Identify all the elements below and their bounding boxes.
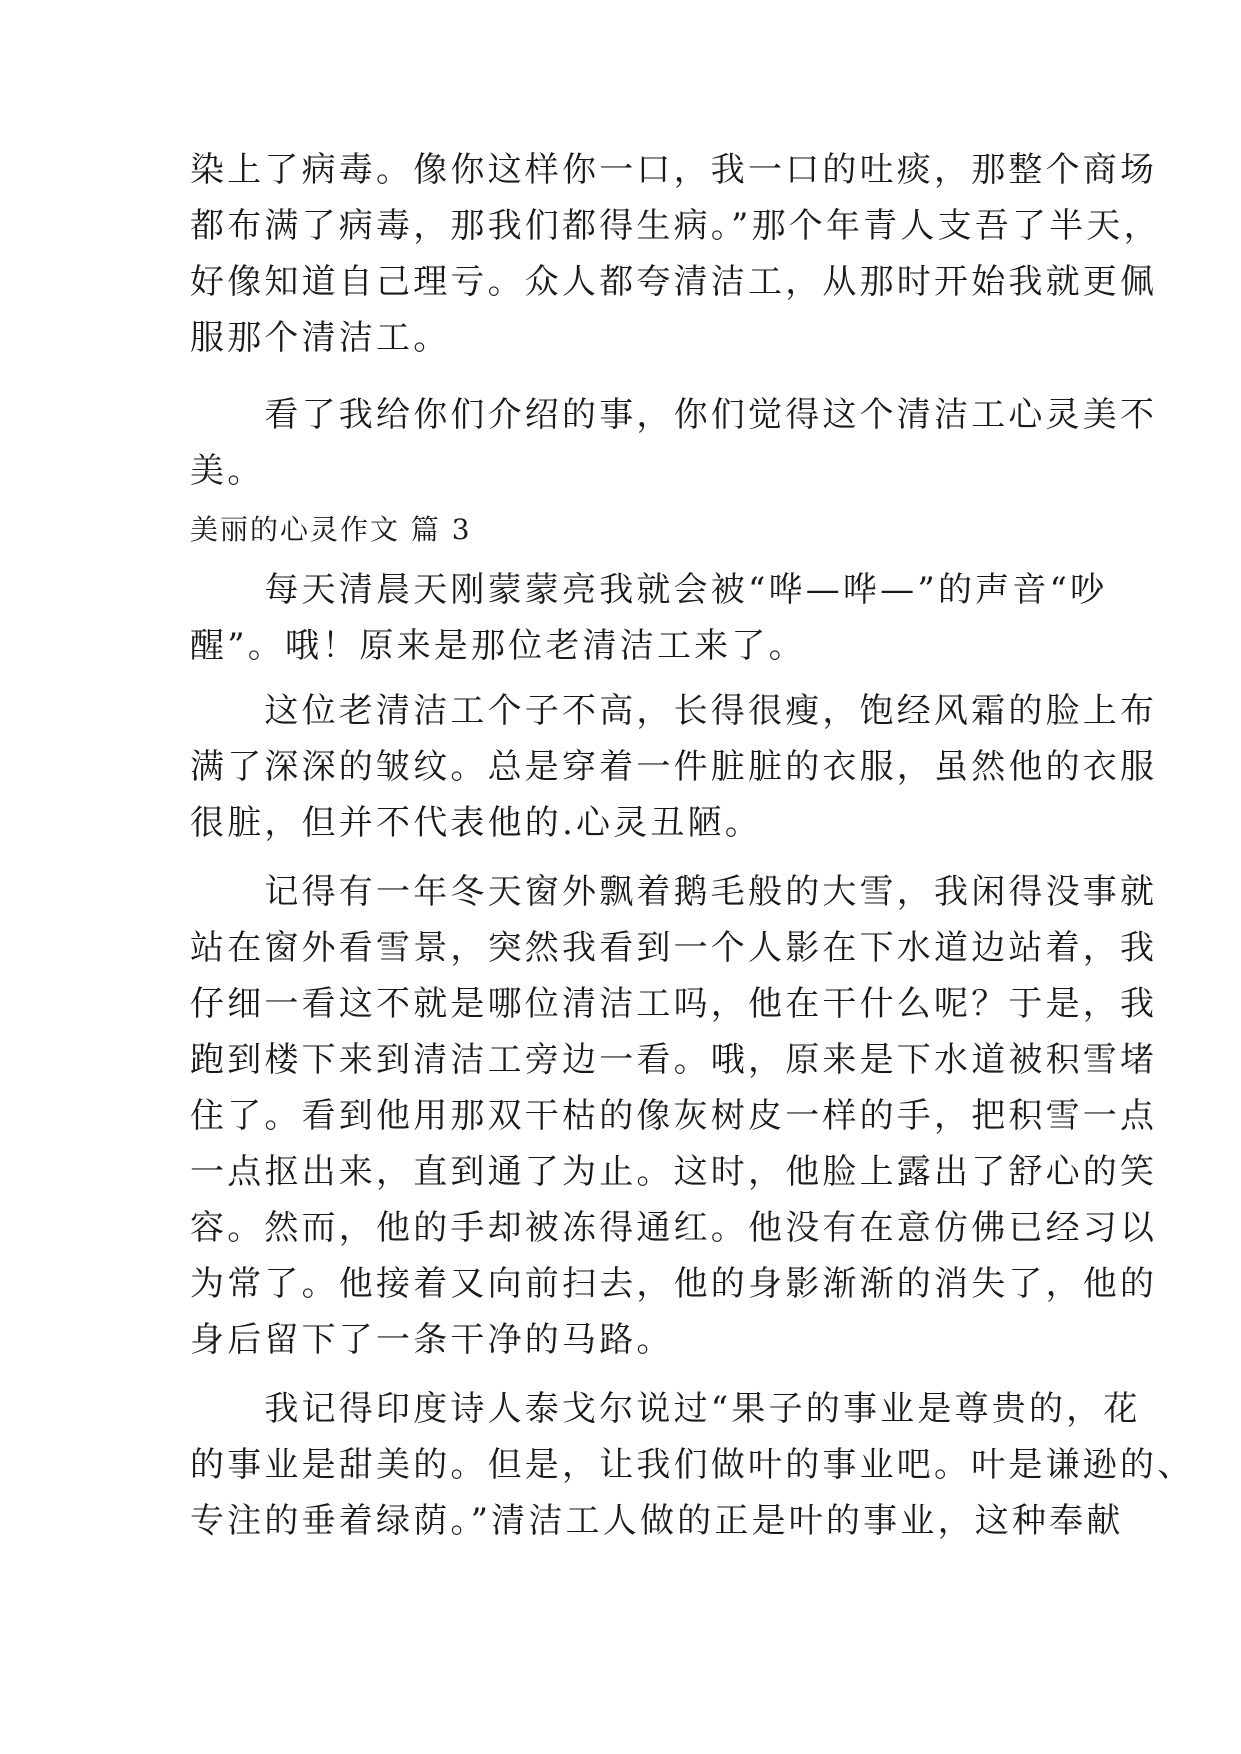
- text-line: 美。: [190, 451, 265, 491]
- section-heading: 美丽的心灵作文 篇 3: [190, 513, 472, 546]
- text-line: 身后留下了一条干净的马路。: [190, 1320, 674, 1360]
- text-line: 我记得印度诗人泰戈尔说过“果子的事业是尊贵的，花: [190, 1389, 1141, 1429]
- text-line: 服那个清洁工。: [190, 318, 451, 358]
- text-line: 都布满了病毒，那我们都得生病。”那个年青人支吾了半天，: [190, 206, 1161, 246]
- text-line: 很脏，但并不代表他的.心灵丑陋。: [190, 803, 763, 843]
- text-line: 染上了病毒。像你这样你一口，我一口的吐痰，那整个商场: [190, 150, 1158, 190]
- text-line: 专注的垂着绿荫。”清洁工人做的正是叶的事业，这种奉献: [190, 1501, 1124, 1541]
- text-line: 满了深深的皱纹。总是穿着一件脏脏的衣服，虽然他的衣服: [190, 747, 1158, 787]
- text-line: 好像知道自己理亏。众人都夸清洁工，从那时开始我就更佩: [190, 262, 1158, 302]
- text-line: 醒”。哦！原来是那位老清洁工来了。: [190, 626, 806, 666]
- text-line: 记得有一年冬天窗外飘着鹅毛般的大雪，我闲得没事就: [190, 872, 1158, 912]
- text-line: 容。然而，他的手却被冻得通红。他没有在意仿佛已经习以: [190, 1208, 1158, 1248]
- text-line: 每天清晨天刚蒙蒙亮我就会被“哗—哗—”的声音“吵: [190, 570, 1108, 610]
- text-line: 看了我给你们介绍的事，你们觉得这个清洁工心灵美不: [190, 395, 1158, 435]
- text-line: 站在窗外看雪景，突然我看到一个人影在下水道边站着，我: [190, 928, 1158, 968]
- text-line: 为常了。他接着又向前扫去，他的身影渐渐的消失了，他的: [190, 1264, 1158, 1304]
- text-line: 的事业是甜美的。但是，让我们做叶的事业吧。叶是谦逊的、: [190, 1445, 1195, 1485]
- text-line: 这位老清洁工个子不高，长得很瘦，饱经风霜的脸上布: [190, 691, 1158, 731]
- text-line: 跑到楼下来到清洁工旁边一看。哦，原来是下水道被积雪堵: [190, 1040, 1158, 1080]
- text-line: 一点抠出来，直到通了为止。这时，他脸上露出了舒心的笑: [190, 1152, 1158, 1192]
- text-line: 仔细一看这不就是哪位清洁工吗，他在干什么呢？于是，我: [190, 984, 1158, 1024]
- text-line: 住了。看到他用那双干枯的像灰树皮一样的手，把积雪一点: [190, 1096, 1158, 1136]
